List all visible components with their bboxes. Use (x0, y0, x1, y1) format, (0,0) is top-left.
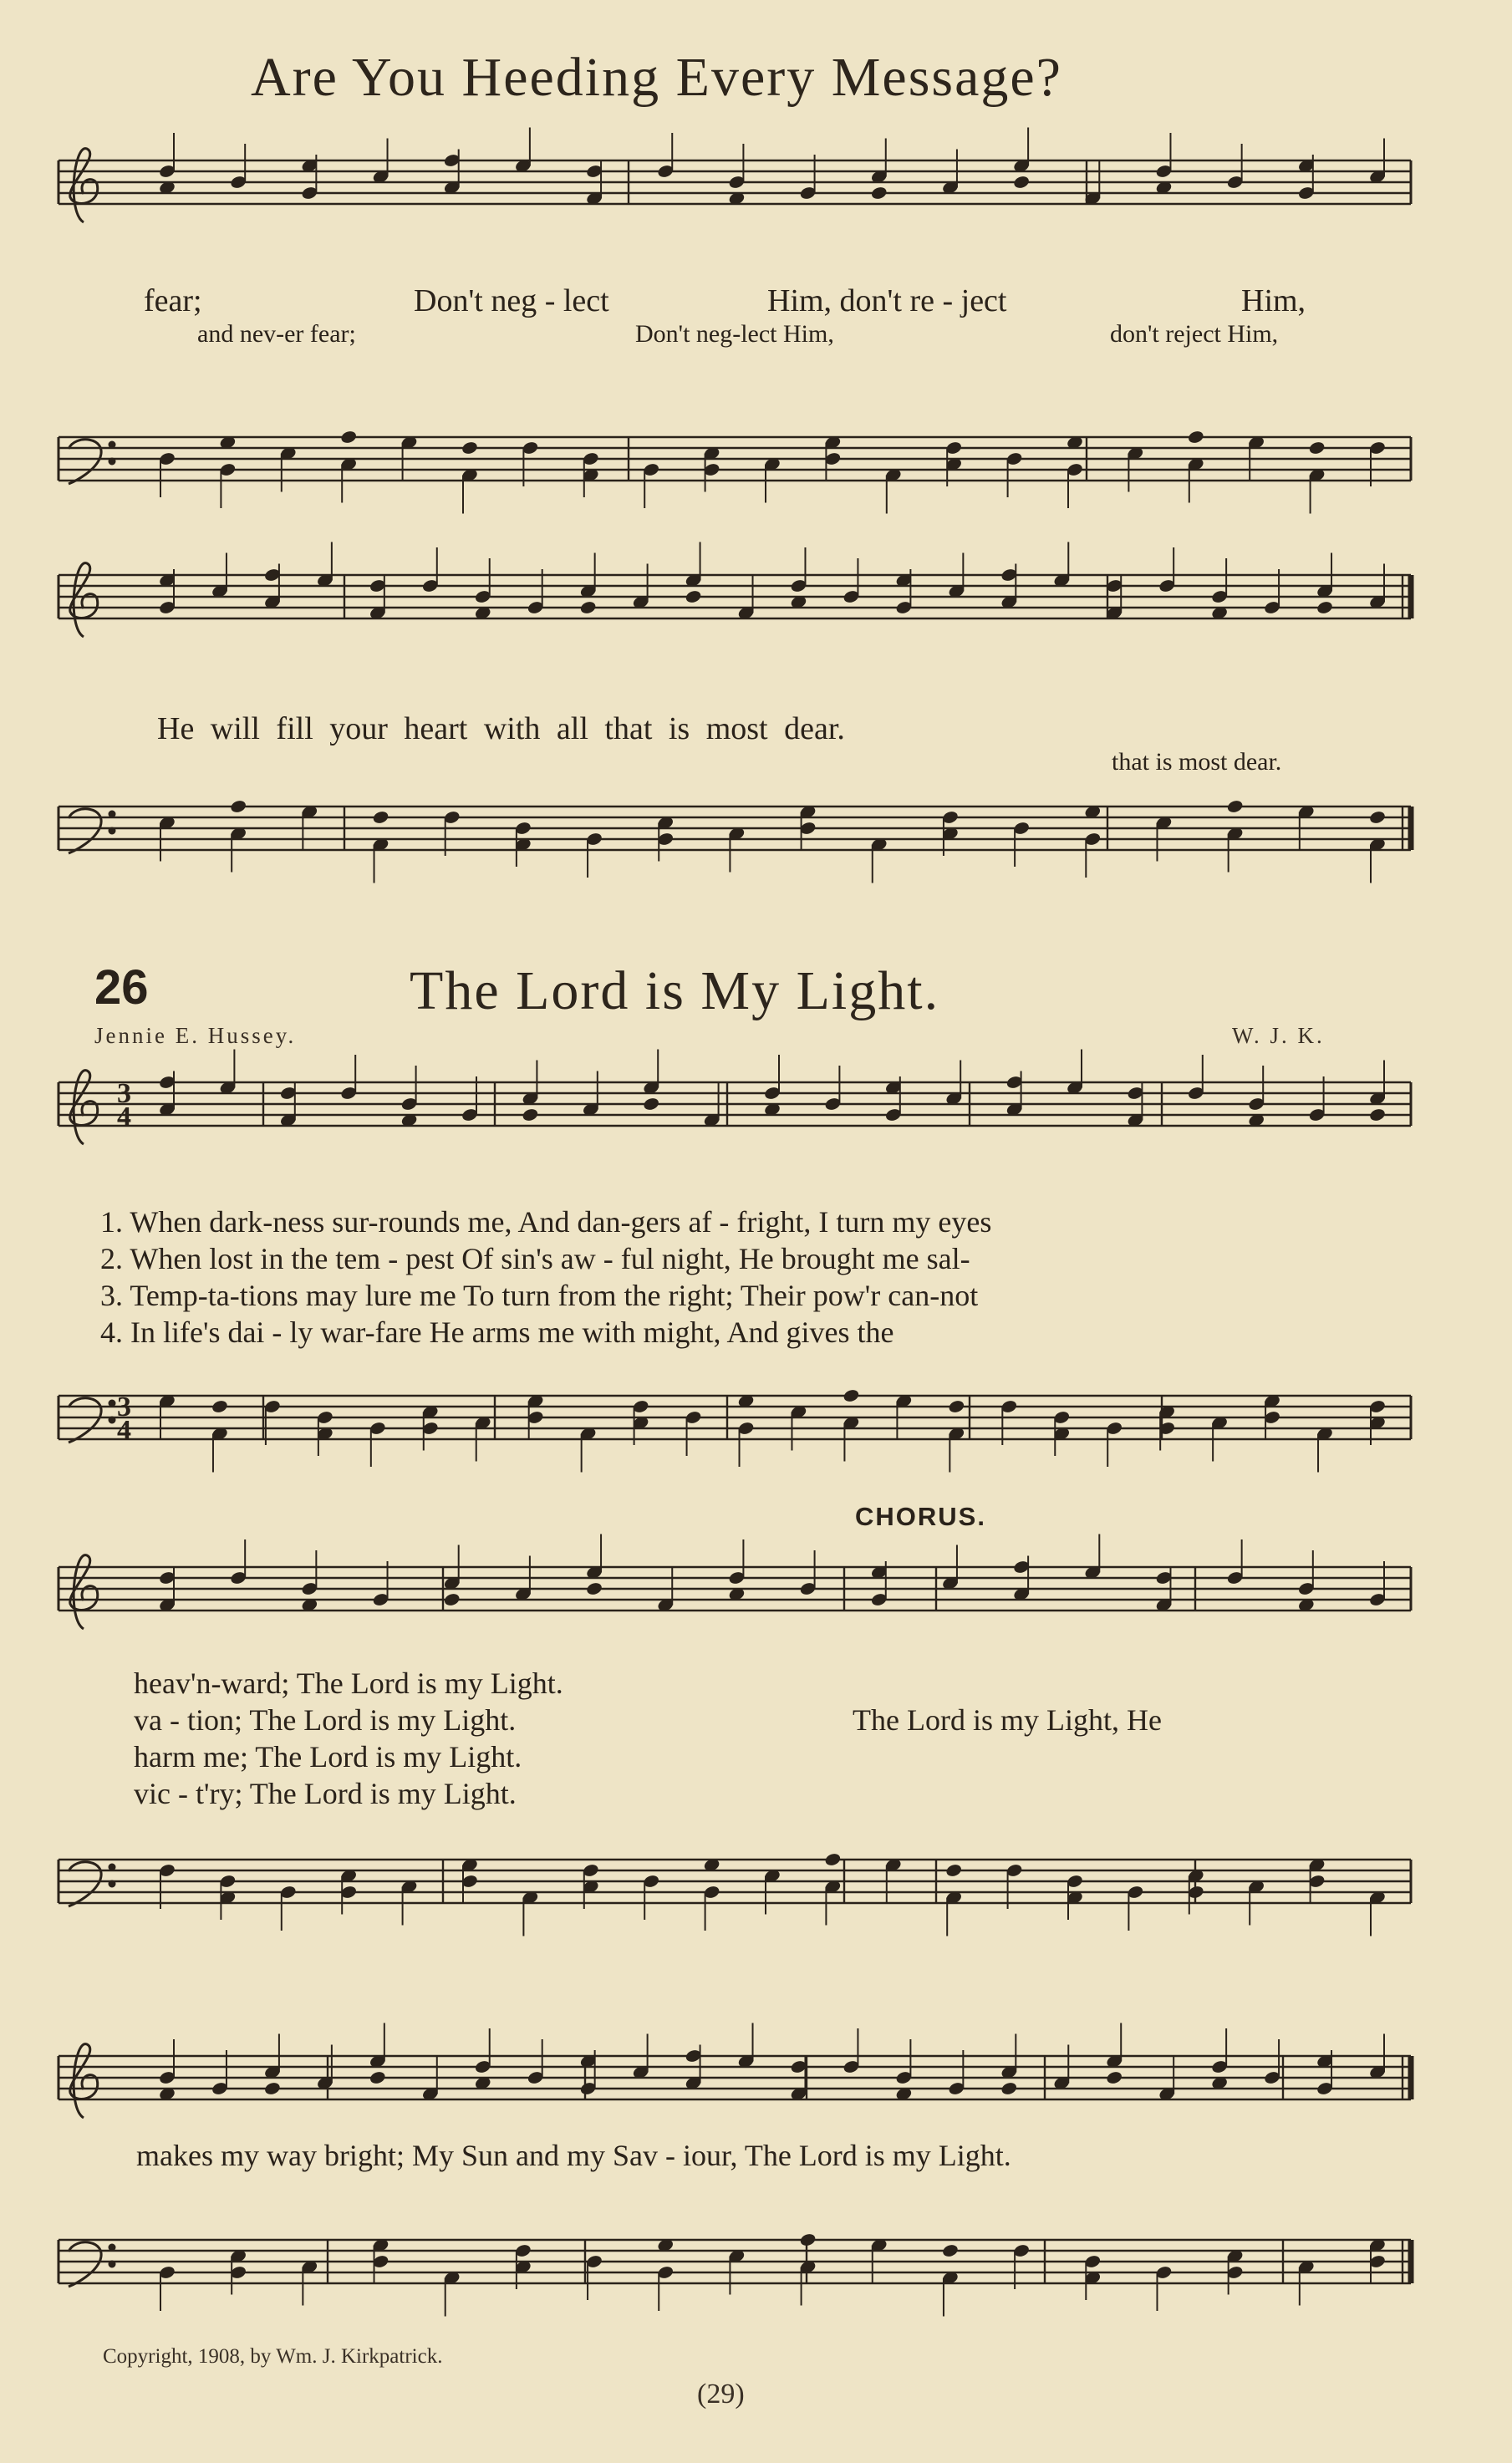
bass-clef-dot (109, 2262, 115, 2267)
note-head (941, 2243, 959, 2258)
copyright-notice: Copyright, 1908, by Wm. J. Kirkpatrick. (103, 2345, 443, 2368)
verse-3: 3. Temp-ta-tions may lure me To turn from the right; Their pow'r can-not (100, 1279, 979, 1312)
note-head (1316, 600, 1333, 615)
bass-clef-icon (69, 1398, 101, 1443)
verse-ending-3: harm me; The Lord is my Light. (134, 1740, 522, 1773)
note-head (685, 589, 702, 604)
hymn-composer: W. J. K. (1232, 1023, 1325, 1048)
hymn-title: The Lord is My Light. (410, 960, 940, 1021)
bass-clef-icon (69, 440, 101, 484)
note-head (585, 1581, 603, 1596)
lyric-sub-fear: and nev-er fear; (197, 320, 356, 348)
bass-clef-dot (109, 1865, 115, 1870)
lyric-sub-neglect: Don't neg-lect Him, (635, 320, 834, 348)
note-head (1187, 430, 1204, 445)
bass-clef-dot (109, 1881, 115, 1886)
verse-1: 1. When dark-ness sur-rounds me, And dan-gers af - fright, I turn my eyes (100, 1205, 992, 1239)
note-head (522, 1107, 539, 1122)
note-head (643, 1097, 660, 1112)
time-signature-bottom: 4 (117, 1415, 131, 1446)
note-head (1226, 799, 1244, 814)
note-head (443, 1592, 461, 1607)
prev-hymn-title: Are You Heeding Every Message? (251, 47, 1062, 108)
bass-clef-icon (69, 2242, 101, 2287)
note-head (1368, 810, 1386, 825)
note-head (372, 810, 389, 825)
lyric-sub-reject: don't reject Him, (1110, 320, 1279, 348)
note-head (579, 600, 597, 615)
bass-clef-dot (109, 1401, 115, 1406)
note-head (229, 799, 247, 814)
note-head (824, 1852, 842, 1867)
note-head (461, 440, 478, 455)
lyric-dont-reject: Him, don't re - ject (767, 283, 1007, 318)
hymn-number: 26 (94, 960, 149, 1015)
lyric-fill-heart: He will fill your heart with all that is most dear. (157, 711, 845, 746)
bass-clef-dot (109, 459, 115, 464)
bass-clef-dot (109, 2245, 115, 2250)
chorus-label: CHORUS. (855, 1502, 986, 1531)
verse-ending-1: heav'n-ward; The Lord is my Light. (134, 1667, 563, 1700)
note-head (1368, 1107, 1386, 1122)
note-head (1308, 440, 1326, 455)
chorus-line-1: The Lord is my Light, He (853, 1703, 1162, 1737)
time-signature-top: 3 (117, 1392, 131, 1422)
note-head (369, 2070, 386, 2085)
chorus-line-2: makes my way bright; My Sun and my Sav - iour, The Lord is my Light. (136, 2139, 1011, 2172)
note-head (870, 186, 888, 201)
note-head (1012, 175, 1030, 190)
note-head (948, 1399, 965, 1414)
verse-ending-4: vic - t'ry; The Lord is my Light. (134, 1777, 517, 1810)
note-head (1106, 2070, 1123, 2085)
lyric-fear: fear; (144, 283, 202, 318)
lyric-dont-neglect: Don't neg - lect (414, 283, 609, 318)
bass-clef-dot (109, 812, 115, 817)
bass-clef-icon (69, 1862, 101, 1906)
bass-clef-dot (109, 1417, 115, 1422)
verse-2: 2. When lost in the tem - pest Of sin's aw - ful night, He brought me sal- (100, 1242, 970, 1275)
note-head (263, 2081, 281, 2096)
note-head (945, 1863, 963, 1878)
bass-clef-dot (109, 828, 115, 833)
time-signature-bottom: 4 (117, 1102, 131, 1132)
note-head (211, 1399, 228, 1414)
verse-ending-2: va - tion; The Lord is my Light. (134, 1703, 517, 1737)
note-head (843, 1388, 860, 1403)
page-number: (29) (697, 2379, 745, 2410)
bass-clef-dot (109, 442, 115, 447)
lyric-him: Him, (1241, 283, 1306, 318)
note-head (1000, 2081, 1018, 2096)
hymn-author: Jennie E. Hussey. (94, 1023, 297, 1048)
note-head (340, 430, 358, 445)
bass-clef-icon (69, 809, 101, 853)
note-head (799, 2232, 817, 2247)
lyric-most-dear: that is most dear. (1112, 748, 1282, 776)
time-signature-top: 3 (117, 1078, 131, 1109)
verse-4: 4. In life's dai - ly war-fare He arms me with might, And gives the (100, 1315, 894, 1349)
